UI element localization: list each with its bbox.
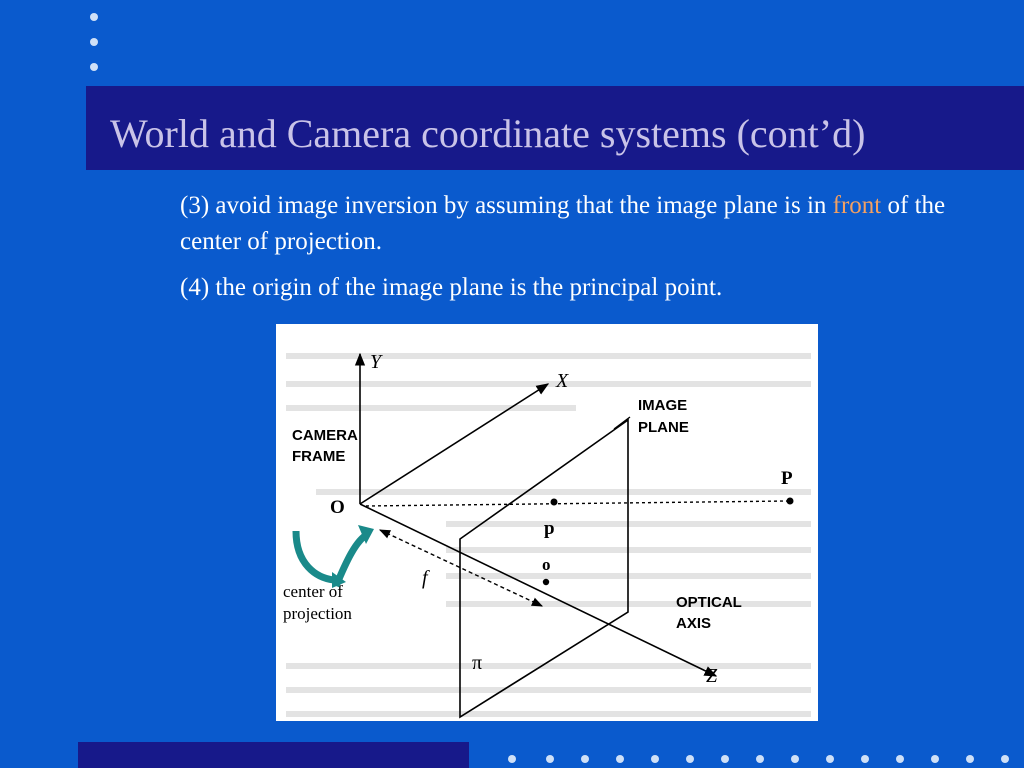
focal-length-label: f [422, 567, 428, 589]
decor-dot [651, 755, 659, 763]
decor-dot [756, 755, 764, 763]
point-p-dot [551, 499, 558, 506]
camera-diagram [276, 324, 818, 721]
annotation-line-1: center of [283, 582, 343, 601]
slide-title: World and Camera coordinate systems (cont’d) [110, 111, 866, 156]
curved-arrow-left [296, 531, 334, 580]
decor-dot [966, 755, 974, 763]
point-o-label: o [542, 555, 551, 574]
bullet-4: (4) the origin of the image plane is the principal point. [180, 274, 723, 301]
highlight-front: front [832, 192, 882, 219]
y-axis-label: Y [370, 351, 382, 373]
plane-pi-label: π [472, 652, 483, 674]
decor-dot [861, 755, 869, 763]
focal-length-arrow [380, 530, 542, 606]
curved-arrow-right [336, 534, 368, 586]
decor-dot [896, 755, 904, 763]
z-axis-arrow [360, 504, 716, 676]
point-o-dot [543, 579, 549, 585]
projection-ray [366, 501, 788, 506]
bullet-3-text: (3) avoid image inversion by assuming that the image plane is in [180, 192, 833, 219]
z-axis-label: Z [706, 665, 718, 687]
decor-dot [791, 755, 799, 763]
decor-dot [931, 755, 939, 763]
decor-dot [616, 755, 624, 763]
decor-dot [1001, 755, 1009, 763]
image-plane-label-2: PLANE [638, 419, 689, 436]
decor-dot [90, 38, 98, 46]
point-P-dot [787, 498, 794, 505]
title-bar [86, 86, 1024, 170]
footer-bar [78, 742, 469, 768]
origin-label: O [330, 497, 345, 518]
bullet-3-text-end: of the center of projection. [180, 192, 946, 255]
image-plane-label-1: IMAGE [638, 397, 688, 414]
center-of-projection-annotation [283, 581, 383, 625]
decor-dot [686, 755, 694, 763]
decor-dot [826, 755, 834, 763]
point-P-label: P [781, 468, 793, 489]
decor-dot [508, 755, 516, 763]
decor-dot [581, 755, 589, 763]
camera-frame-label-2: FRAME [292, 448, 346, 465]
decor-dot [721, 755, 729, 763]
decor-dot [90, 63, 98, 71]
optical-axis-label-2: AXIS [676, 615, 712, 632]
annotation-line-2: projection [283, 604, 352, 623]
decor-dot [90, 13, 98, 21]
camera-model-figure [276, 324, 818, 721]
point-p-label: p [544, 518, 555, 539]
x-axis-label: X [556, 370, 569, 392]
optical-axis-label-1: OPTICAL [676, 594, 742, 611]
camera-frame-label-1: CAMERA [292, 427, 358, 444]
x-axis-arrow [360, 384, 548, 504]
decor-dot [546, 755, 554, 763]
bullet-3 [180, 188, 960, 260]
